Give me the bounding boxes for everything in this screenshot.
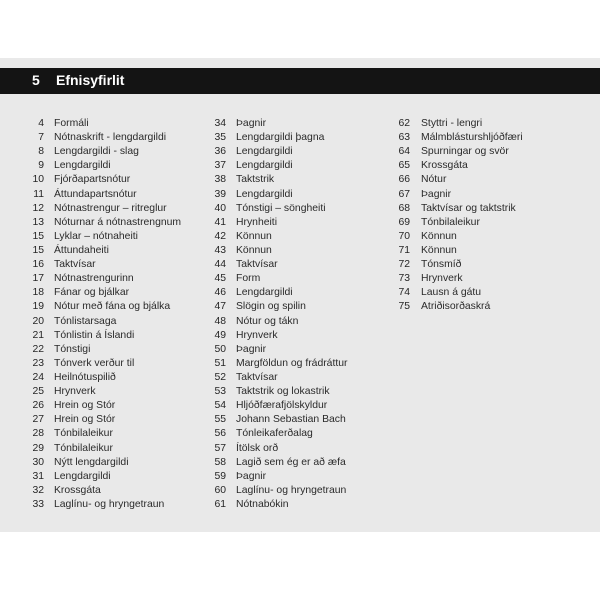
toc-entry [208,159,293,173]
toc-entry-title: Fánar og bjálkar [54,287,130,299]
toc-entry [208,315,299,329]
toc-entry-title: Tónbilaleikur [54,442,113,454]
toc-page-number: 33 [32,498,44,510]
toc-page-number: 18 [32,287,44,299]
toc-page-number: 48 [214,315,226,327]
toc-page-number: 17 [32,273,44,285]
book-page [0,58,600,532]
toc-entry [208,371,278,385]
toc-page-number: 41 [214,216,226,228]
toc-entry [208,230,272,244]
toc-page-number: 39 [214,188,226,200]
toc-page-number: 10 [32,174,44,186]
toc-entry-title: Tónsmíð [421,259,462,271]
toc-entry-title: Hrynverk [54,386,96,398]
toc-entry [208,329,278,343]
toc-entry [392,300,491,314]
toc-entry-title: Lengdargildi [54,470,111,482]
toc-page-number: 8 [38,146,44,158]
toc-entry-title: Lausn á gátu [421,287,482,299]
toc-entry [208,456,346,470]
toc-entry-title: Taktvísar og taktstrik [421,202,516,214]
toc-entry-title: Tónleikaferðalag [236,428,313,440]
toc-entry-title: Tónbilaleikur [421,216,480,228]
toc-entry-title: Formáli [54,118,89,129]
toc-entry-title: Heilnótuspilið [54,371,116,383]
toc-page-number: 16 [32,259,44,271]
toc-entry [26,244,109,258]
toc-page-number: 21 [32,329,44,341]
toc-entry [26,131,167,145]
toc-entry [208,385,330,399]
toc-page-number: 45 [214,273,226,285]
toc-page-number: 67 [398,188,410,200]
toc-entry-title: Lengdargildi [236,188,293,200]
toc-entry-title: Áttundaheiti [54,244,109,256]
toc-entry [392,131,523,145]
toc-page-number: 40 [214,202,226,214]
chapter-number: 5 [32,72,40,88]
toc-entry [208,131,325,145]
toc-entry-title: Margföldun og frádráttur [236,357,348,369]
toc-page-number: 54 [214,400,226,412]
toc-entry [26,385,96,399]
toc-entry-title: Nótur [421,174,447,186]
toc-page-number: 32 [32,484,44,496]
toc-entry-title: Nótur með fána og bjálka [54,301,171,313]
toc-entry [392,159,468,173]
toc-entry [208,357,348,371]
toc-entry [208,202,326,216]
toc-entry [208,484,347,498]
toc-entry-title: Tónstigi – söngheiti [236,202,326,214]
toc-entry [26,413,116,427]
toc-page-number: 52 [214,371,226,383]
toc-entry-title: Styttri - lengri [421,118,483,129]
toc-page-number: 62 [398,118,410,129]
toc-page-number: 20 [32,315,44,327]
toc-entry-title: Spurningar og svör [421,146,509,158]
toc-entry-title: Taktvísar [236,371,278,383]
toc-entry-title: Laglínu- og hryngetraun [236,484,347,496]
toc-page-number: 63 [398,132,410,144]
toc-entry-title: Tónlistarsaga [54,315,117,327]
toc-entry-title: Hrein og Stór [54,400,116,412]
toc-entry [26,286,130,300]
toc-page-number: 35 [214,132,226,144]
toc-entry-title: Nóturnar á nótnastrengnum [54,216,182,228]
toc-page-number: 42 [214,230,226,242]
toc-page-number: 4 [38,118,44,129]
toc-page-number: 38 [214,174,226,186]
toc-page-number: 27 [32,414,44,426]
chapter-title: Efnisyfirlit [56,72,125,88]
toc-entry-title: Könnun [421,244,457,256]
toc-page-number: 7 [38,132,44,144]
toc-entry-title: Lengdargildi [236,146,293,158]
toc-entry [208,244,272,258]
toc-entry [26,470,111,484]
toc-entry [392,258,462,272]
toc-entry-title: Þagnir [236,118,267,129]
toc-entry [392,173,447,187]
toc-entry-title: Könnun [236,230,272,242]
toc-entry-title: Tónbilaleikur [54,428,113,440]
toc-page-number: 65 [398,160,410,172]
toc-entry-title: Tónstigi [54,343,91,355]
toc-page-number: 61 [214,498,226,510]
toc-entry-title: Lengdargildi - slag [54,146,139,158]
toc-page-number: 50 [214,343,226,355]
toc-page-number: 69 [398,216,410,228]
toc-entry [208,216,277,230]
toc-page-number: 49 [214,329,226,341]
toc-entry-title: Johann Sebastian Bach [236,414,346,426]
toc-column-1 [26,117,182,512]
toc-entry-title: Hljóðfærafjölskyldur [236,400,328,412]
toc-entry [208,258,278,272]
toc-entry-title: Taktvísar [236,259,278,271]
toc-entry [26,202,167,216]
toc-entry [26,188,137,202]
toc-page-number: 73 [398,273,410,285]
toc-entry [208,145,293,159]
toc-entry-title: Þagnir [236,470,267,482]
toc-page-number: 59 [214,470,226,482]
toc-page-number: 72 [398,259,410,271]
toc-page-number: 44 [214,259,226,271]
toc-entry-title: Nótnaskrift - lengdargildi [54,132,167,144]
toc-entry-title: Tónlistin á Íslandi [54,329,135,341]
toc-page-number: 36 [214,146,226,158]
toc-page-number: 46 [214,287,226,299]
toc-entry-title: Slögin og spilin [236,301,306,313]
toc-entry [208,343,267,357]
toc-entry-title: Lengdargildi [236,287,293,299]
toc-entry-title: Hrynheiti [236,216,277,228]
toc-entry-title: Þagnir [236,343,267,355]
toc-entry [208,427,313,441]
toc-entry [26,343,91,357]
toc-entry-title: Nótnastrengur – ritreglur [54,202,167,214]
toc-entry [392,145,509,159]
toc-page-number: 56 [214,428,226,440]
toc-entry [26,456,129,470]
toc-entry-title: Málmblásturshljóðfæri [421,132,523,144]
toc-page-number: 57 [214,442,226,454]
toc-entry [208,442,279,456]
toc-page-number: 19 [32,301,44,313]
toc-entry-title: Lengdargildi [54,160,111,172]
toc-entry [208,188,293,202]
toc-page-number: 53 [214,386,226,398]
toc-entry [208,399,328,413]
toc-page-number: 70 [398,230,410,242]
toc-entry-title: Lyklar – nótnaheiti [54,230,138,242]
toc-entry-title: Form [236,273,261,285]
toc-entry [208,272,261,286]
toc-entry-title: Nótnastrengurinn [54,273,134,285]
toc-page-number: 66 [398,174,410,186]
toc-entry-title: Krossgáta [421,160,468,172]
toc-entry [208,498,289,512]
toc-entry-title: Krossgáta [54,484,101,496]
toc-page-number: 51 [214,357,226,369]
toc-page-number: 43 [214,244,226,256]
toc-page-number: 11 [33,188,44,200]
toc-entry [26,258,96,272]
toc-entry-title: Lagið sem ég er að æfa [236,456,346,468]
toc-page-number: 71 [398,244,410,256]
toc-column-2 [208,117,348,512]
toc-column-3 [392,117,523,315]
toc-entry-title: Hrynverk [236,329,278,341]
toc-entry [392,117,483,131]
toc-entry [26,159,111,173]
toc-page-number: 75 [398,301,410,313]
toc-page-number: 15 [32,244,44,256]
toc-entry [26,399,116,413]
toc-entry-title: Ítölsk orð [236,442,279,454]
toc-page-number: 28 [32,428,44,440]
toc-entry-title: Tónverk verður til [54,357,135,369]
toc-entry-title: Fjórðapartsnótur [54,174,131,186]
toc-entry-title: Hrein og Stór [54,414,116,426]
toc-entry [26,216,182,230]
toc-entry [26,484,101,498]
toc-page-number: 26 [32,400,44,412]
toc-entry-title: Taktstrik og lokastrik [236,386,330,398]
toc-entry [392,216,480,230]
toc-entry-title: Nótnabókin [236,498,289,510]
toc-entry [26,442,113,456]
toc-entry [26,117,89,131]
toc-entry [392,230,457,244]
toc-entry [26,173,131,187]
toc-entry [208,470,267,484]
toc-entry-title: Könnun [421,230,457,242]
toc-page-number: 47 [214,301,226,313]
toc-page-number: 24 [32,371,44,383]
toc-entry [392,272,463,286]
toc-entry-title: Nýtt lengdargildi [54,456,129,468]
toc-page-number: 34 [214,118,226,129]
toc-entry [26,145,139,159]
toc-entry-title: Taktstrik [236,174,275,186]
toc-entry-title: Lengdargildi þagna [236,132,325,144]
toc-entry [26,230,138,244]
toc-entry-title: Laglínu- og hryngetraun [54,498,165,510]
toc-entry-title: Könnun [236,244,272,256]
toc-page-number: 9 [38,160,44,172]
toc-entry-title: Lengdargildi [236,160,293,172]
toc-entry [208,286,293,300]
toc-entry [208,117,267,131]
toc-entry [26,315,117,329]
toc-page-number: 74 [398,287,410,299]
toc-entry-title: Áttundapartsnótur [54,188,137,200]
toc-entry [26,427,113,441]
toc-page-number: 30 [32,456,44,468]
toc-page-number: 64 [398,146,410,158]
toc-page-number: 13 [32,216,44,228]
toc-entry-title: Atriðisorðaskrá [421,301,491,313]
toc-page-number: 12 [32,202,44,214]
toc-entry-title: Þagnir [421,188,452,200]
toc-entry [208,300,306,314]
toc-page-number: 37 [214,160,226,172]
toc-entry [26,300,171,314]
toc-page-number: 55 [214,414,226,426]
toc-entry [26,272,134,286]
toc-page-number: 23 [32,357,44,369]
toc-page-number: 31 [32,470,44,482]
toc-page-number: 22 [32,343,44,355]
toc-entry [392,188,452,202]
toc-entry-title: Hrynverk [421,273,463,285]
toc-page-number: 60 [214,484,226,496]
toc-entry [392,244,457,258]
toc-page-number: 68 [398,202,410,214]
toc-entry [208,413,346,427]
chapter-header-bar [0,68,600,94]
toc-entry [26,371,116,385]
toc-entry [26,329,135,343]
toc-entry [392,202,516,216]
toc-page-number: 15 [32,230,44,242]
toc-entry [392,286,482,300]
toc-page-number: 25 [32,386,44,398]
toc-page-number: 58 [214,456,226,468]
toc-entry [208,173,275,187]
toc-page-number: 29 [32,442,44,454]
toc-entry-title: Taktvísar [54,259,96,271]
toc-entry [26,498,165,512]
toc-entry [26,357,135,371]
toc-entry-title: Nótur og tákn [236,315,299,327]
